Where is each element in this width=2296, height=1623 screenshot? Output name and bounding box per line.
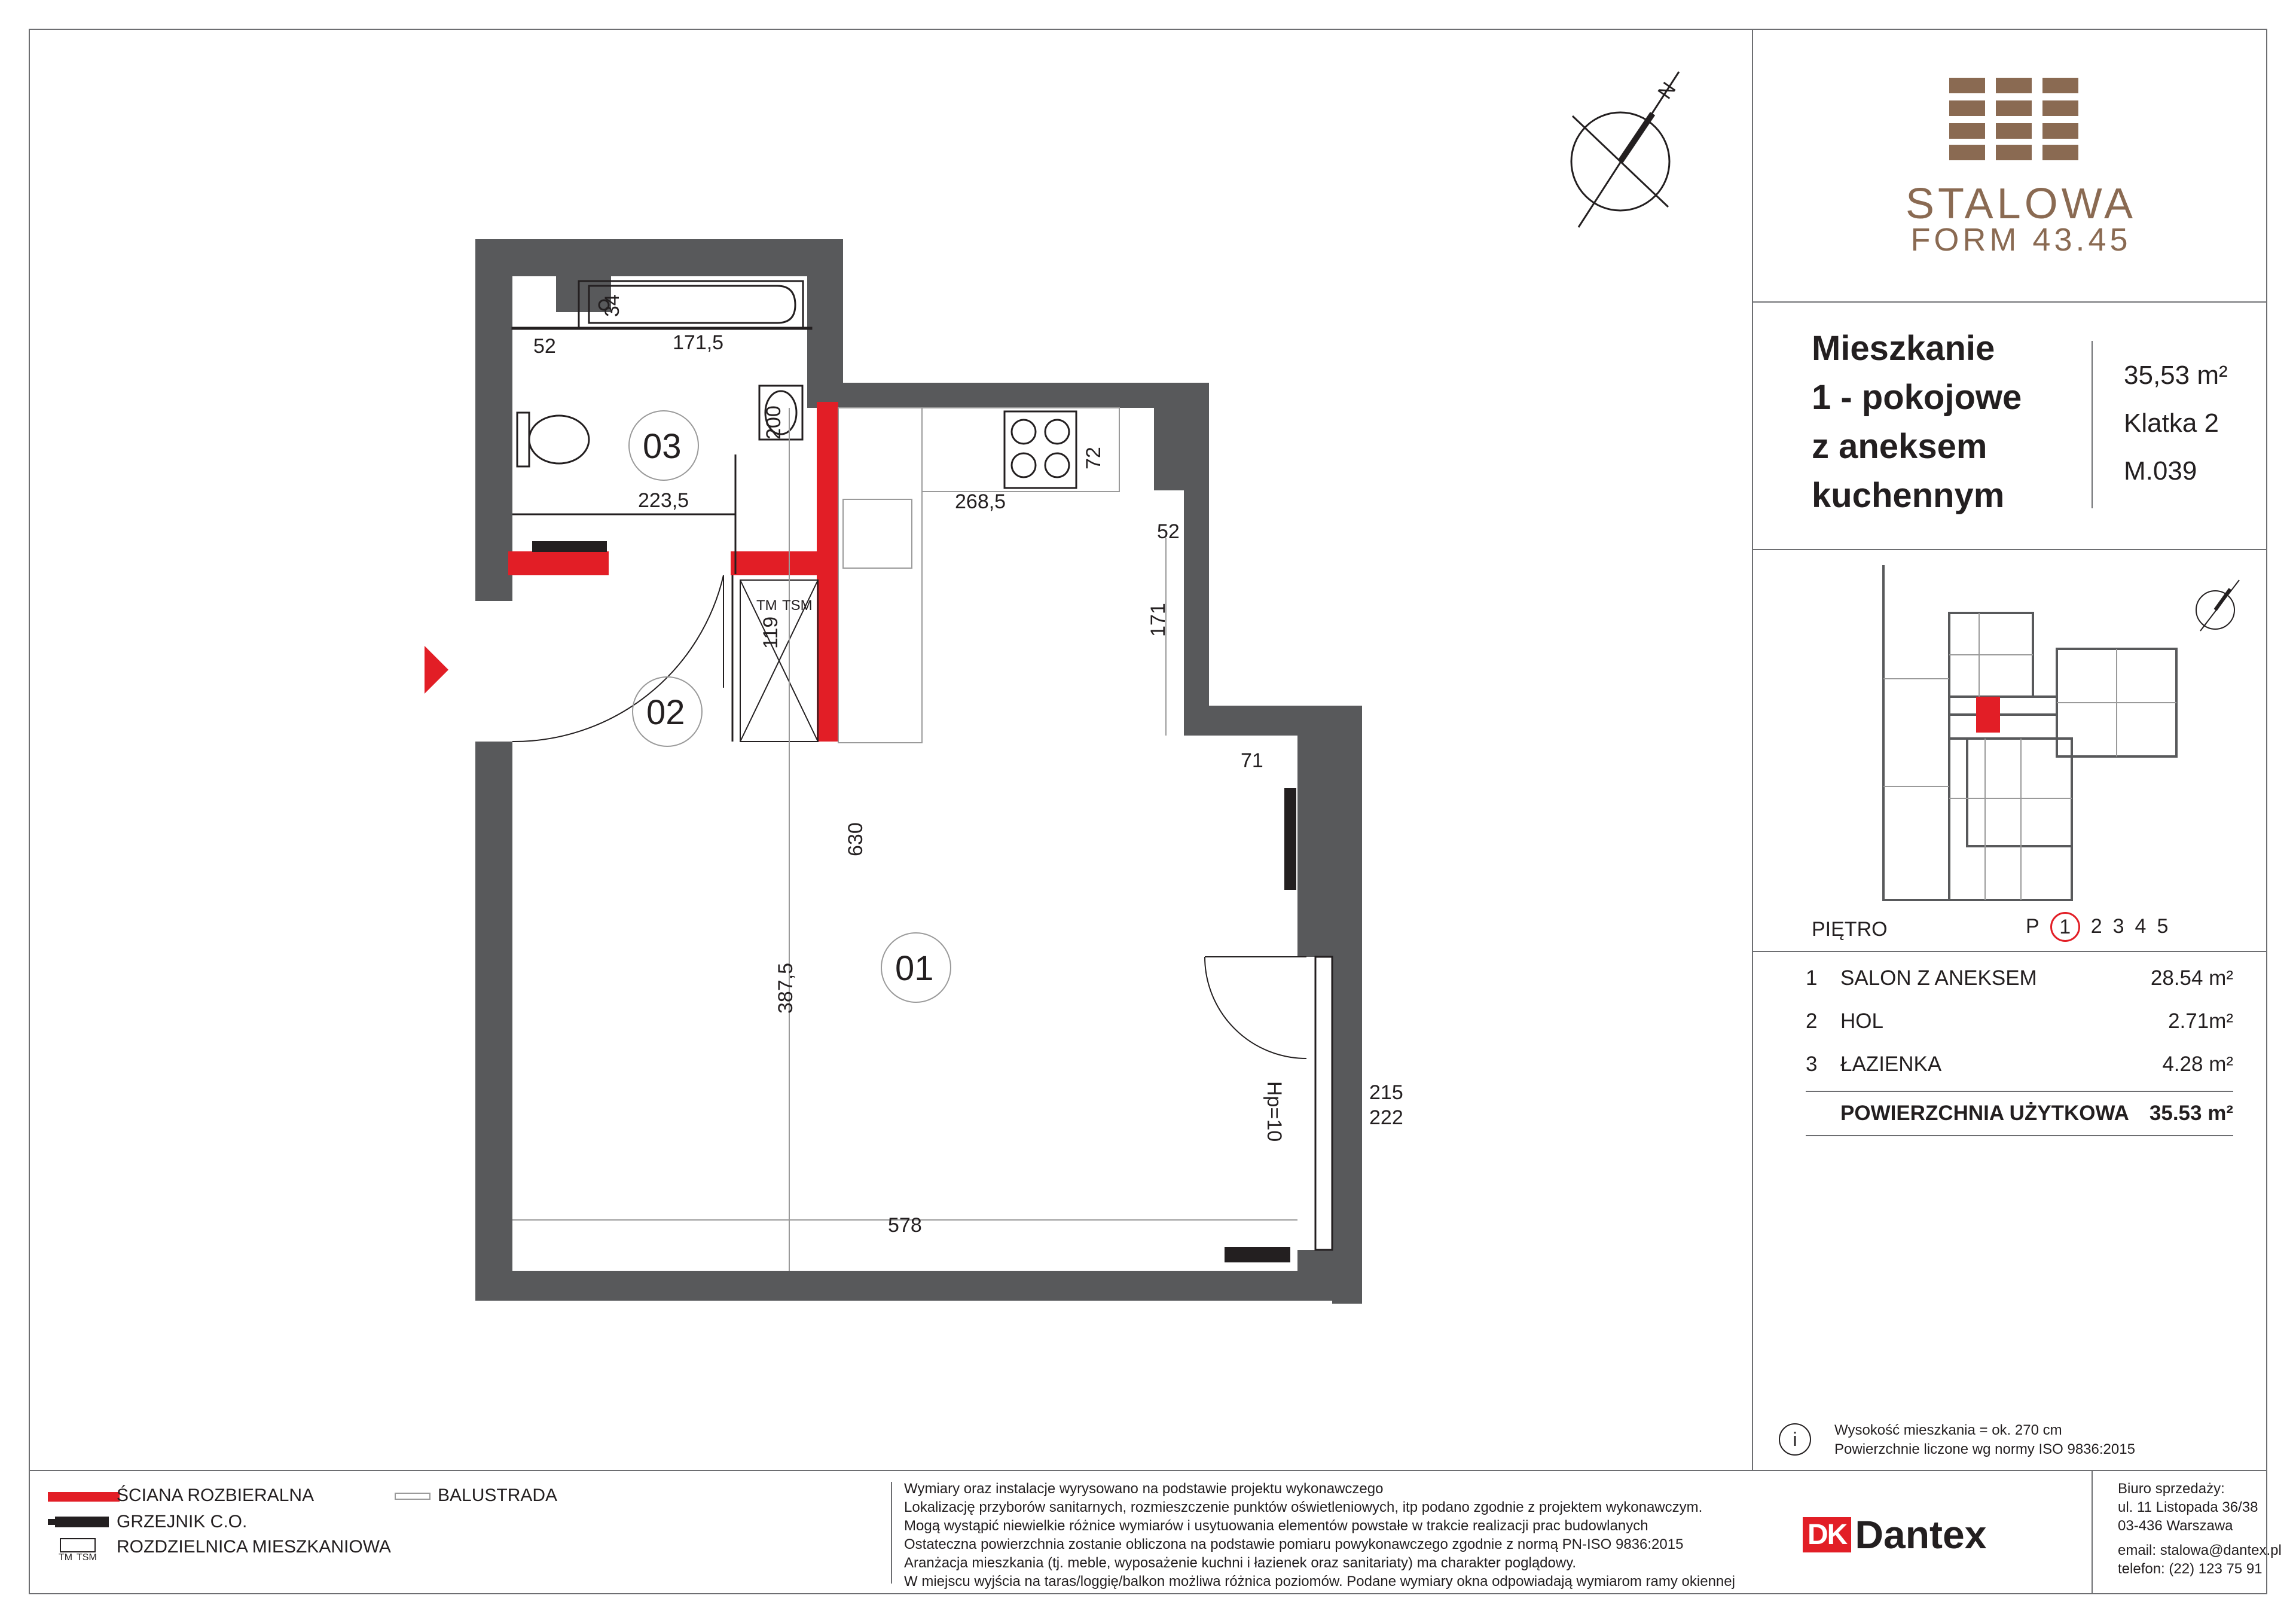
legend-distribution-label: ROZDZIELNICA MIESZKANIOWA <box>117 1537 391 1557</box>
dim-215: 215 <box>1369 1081 1403 1104</box>
dim-52a: 52 <box>533 335 556 358</box>
apartment-unit: M.039 <box>2124 456 2197 486</box>
total-area: 35.53 m² <box>2149 1102 2233 1125</box>
brand-subtitle: FORM 43.45 <box>1910 222 2132 258</box>
divider-title <box>1752 549 2267 550</box>
floor-selector <box>2026 915 2168 942</box>
info-note <box>1834 1421 2135 1459</box>
toilet-icon <box>517 413 589 466</box>
apartment-title <box>1812 324 2022 520</box>
developer-mark: DK <box>1803 1517 1851 1552</box>
room-row: 1 SALON Z ANEKSEM 28.54 m² <box>1806 966 2233 990</box>
brand-name: STALOWA <box>1905 180 2137 228</box>
divider-brand <box>1752 301 2267 303</box>
dim-578: 578 <box>888 1214 922 1237</box>
floor-p[interactable]: P <box>2026 915 2039 938</box>
legend-distribution-icon <box>60 1538 96 1552</box>
north-arrow-icon <box>1571 72 1681 227</box>
legend-radiator-label: GRZEJNIK C.O. <box>117 1512 248 1532</box>
cooktop-icon <box>1004 411 1076 488</box>
tsm-label: TSM <box>782 597 813 614</box>
tm-label: TM <box>756 597 777 614</box>
developer-logo <box>1803 1512 1986 1557</box>
room-03-label: 03 <box>643 427 682 466</box>
apartment-staircase: Klatka 2 <box>2124 408 2219 438</box>
room-row: 2 HOL 2.71m² <box>1806 1009 2233 1033</box>
entrance-arrow-icon <box>425 646 448 694</box>
dim-171-5: 171,5 <box>673 331 724 354</box>
building-key-plan <box>1866 559 2248 906</box>
sales-phone[interactable]: telefon: (22) 123 75 91 <box>2118 1561 2263 1577</box>
floor-1-selected[interactable]: 1 <box>2050 912 2080 942</box>
dim-52b: 52 <box>1157 520 1180 543</box>
sales-email[interactable]: email: stalowa@dantex.pl <box>2118 1542 2282 1558</box>
sales-address2: 03-436 Warszawa <box>2118 1518 2233 1534</box>
sales-office <box>2118 1479 2282 1578</box>
window-frame <box>1315 957 1332 1250</box>
legend-tm: TM <box>59 1552 73 1563</box>
room-table <box>1806 957 2233 1136</box>
room-01-label: 01 <box>895 949 934 988</box>
dim-268-5: 268,5 <box>955 490 1006 513</box>
brand-mark-icon <box>1949 78 2081 161</box>
info-icon: i <box>1779 1423 1811 1456</box>
floor-label: PIĘTRO <box>1812 918 1888 941</box>
total-label: POWIERZCHNIA UŻYTKOWA <box>1840 1102 2129 1125</box>
room-row: 3 ŁAZIENKA 4.28 m² <box>1806 1052 2233 1076</box>
title-line-4: kuchennym <box>1812 476 2005 515</box>
right-panel-divider <box>1752 29 1753 1470</box>
legend-wall-swatch <box>48 1492 120 1502</box>
legend-radiator-icon <box>48 1513 114 1531</box>
north-label: N <box>1653 78 1681 103</box>
info-height: Wysokość mieszkania = ok. 270 cm <box>1834 1422 2062 1438</box>
title-line-2: 1 - pokojowe <box>1812 378 2022 417</box>
dim-72: 72 <box>1082 447 1105 469</box>
legend-balustrade-label: BALUSTRADA <box>438 1485 558 1505</box>
legend-balustrade-icon <box>395 1493 430 1500</box>
dim-387-5: 387,5 <box>774 962 797 1014</box>
brand-logo <box>1949 78 2081 164</box>
dim-200: 200 <box>762 405 785 440</box>
title-line-3: z aneksem <box>1812 427 1987 466</box>
floor-5[interactable]: 5 <box>2157 915 2169 938</box>
radiator-icon <box>532 541 1296 1262</box>
floor-3[interactable]: 3 <box>2112 915 2124 938</box>
dim-hp: Hp=10 <box>1263 1081 1286 1142</box>
disclaimer-divider <box>891 1482 892 1584</box>
unit-marker <box>1976 697 2000 733</box>
apartment-area: 35,53 m² <box>2124 361 2228 390</box>
floor-2[interactable]: 2 <box>2090 915 2102 938</box>
divider-floors <box>1752 951 2267 952</box>
sales-title: Biuro sprzedaży: <box>2118 1481 2225 1497</box>
dim-222: 222 <box>1369 1106 1403 1129</box>
room-02-label: 02 <box>646 693 685 732</box>
walls <box>475 239 1362 1304</box>
disclaimer: Wymiary oraz instalacje wyrysowano na podstawie projektu wykonawczego Lokalizację przyborów sanitarnych, rozmieszczenie punktów oświetleniowych, itp podano zgodnie z projektem wykonawczym. Mogą wystąpić niewielkie różnice wymiarów i usytuowania elementów powstałe w trakcie realizacji prac budowlanych Ostateczna powierzchnia zostanie obliczona na podstawie pomiaru powykonawczego zgodnie z normą PN-ISO 9836:2015 Aranżacja mieszkania (tj. meble, wyposażenie kuchni i łazienek oraz sanitariaty) ma charakter poglądowy. W miejscu wyjścia na taras/loggię/balkon możliwa różnica poziomów. Podane wymiary okna odpowiadają wymiarom ramy okiennej <box>904 1481 1735 1590</box>
title-line-1: Mieszkanie <box>1812 329 1995 368</box>
dim-119: 119 <box>759 616 782 649</box>
dim-71: 71 <box>1241 749 1263 772</box>
apartment-meta <box>2124 352 2228 495</box>
dim-223-5: 223,5 <box>638 489 689 512</box>
divider-footer-right <box>2092 1470 2093 1594</box>
dim-630: 630 <box>844 822 867 856</box>
dim-171: 171 <box>1147 603 1170 637</box>
divider-footer <box>29 1470 2267 1471</box>
info-norm: Powierzchnie liczone wg normy ISO 9836:2015 <box>1834 1441 2135 1457</box>
legend-tsm: TSM <box>77 1552 97 1563</box>
north-arrow-small-icon <box>2196 580 2239 631</box>
sales-address1: ul. 11 Listopada 36/38 <box>2118 1499 2258 1515</box>
floor-4[interactable]: 4 <box>2135 915 2147 938</box>
title-divider <box>2092 341 2093 508</box>
developer-name: Dantex <box>1855 1512 1987 1557</box>
total-row <box>1806 1092 2233 1135</box>
legend-wall-label: ŚCIANA ROZBIERALNA <box>117 1485 315 1505</box>
dim-34: 34 <box>601 294 624 317</box>
